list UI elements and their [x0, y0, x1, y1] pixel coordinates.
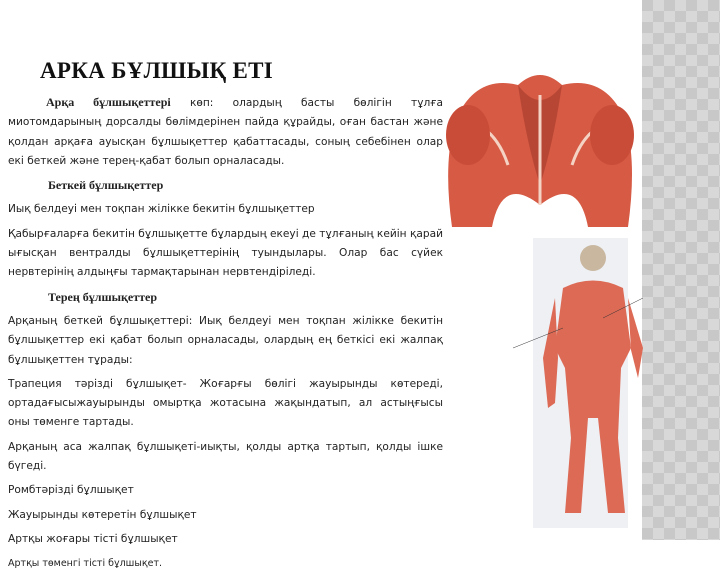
intro-term: Арқа бұлшықеттері [46, 95, 171, 109]
intro-paragraph [8, 93, 443, 171]
heading-superficial: Беткей бұлшықеттер [48, 178, 164, 193]
slide-body [8, 93, 443, 579]
list-item: Жауырынды көтеретін бұлшықет [8, 508, 197, 521]
heading-deep: Терең бұлшықеттер [48, 289, 158, 304]
paragraph: Арқаның аса жалпақ бұлшықеті-иықты, қолды артқа тартып, қолды ішке бүгеді. [8, 440, 443, 473]
list-item: Артқы жоғары тісті бұлшықет [8, 532, 178, 545]
paragraph: Трапеция тәрізді бұлшықет- Жоғарғы бөлігі жауырынды көтереді, ортадағысыжауырынды омыртқа жотасына жақындатып, ал астыңғысы оны төменге тартады. [8, 377, 443, 429]
decorative-pattern-strip [642, 0, 720, 540]
paragraph: Қабырғаларға бекитін бұлшықетте бұлардың екеуі де тұлғаның кейін қарай ығысқан вентралды бұлшықеттерінің туындылары. Олар бас сүйек нервтерінің алдыңғы тармақтарынан нервтендіріледі. [8, 227, 443, 279]
back-muscles-illustration [438, 55, 642, 227]
paragraph: Иық белдеуі мен тоқпан жілікке бекитін бұлшықеттер [8, 203, 315, 216]
intro-text: көп: олардың басты бөлігін тұлға миотомдарының дорсалды бөлімдерінен пайда құрайды, оған бастан және қолдан арқаға ауысқан бұлшықеттер қабаттасады, соның себебінен олар екі беткей және терең-қабат болып орналасады. [8, 97, 443, 167]
full-body-muscle-diagram [503, 238, 653, 528]
paragraph: Арқаның беткей бұлшықеттері: Иық белдеуі мен тоқпан жілікке бекитін бұлшықеттер екі қабат болып орналасады, олардың ең беткісі екі жалпақ бұлшықеттен тұрады: [8, 314, 443, 366]
list-item: Ромбтәрізді бұлшықет [8, 484, 134, 497]
slide-title: АРКА БҰЛШЫҚ ЕТІ [40, 58, 274, 83]
list-item: Артқы төменгі тісті бұлшықет. [8, 558, 163, 570]
